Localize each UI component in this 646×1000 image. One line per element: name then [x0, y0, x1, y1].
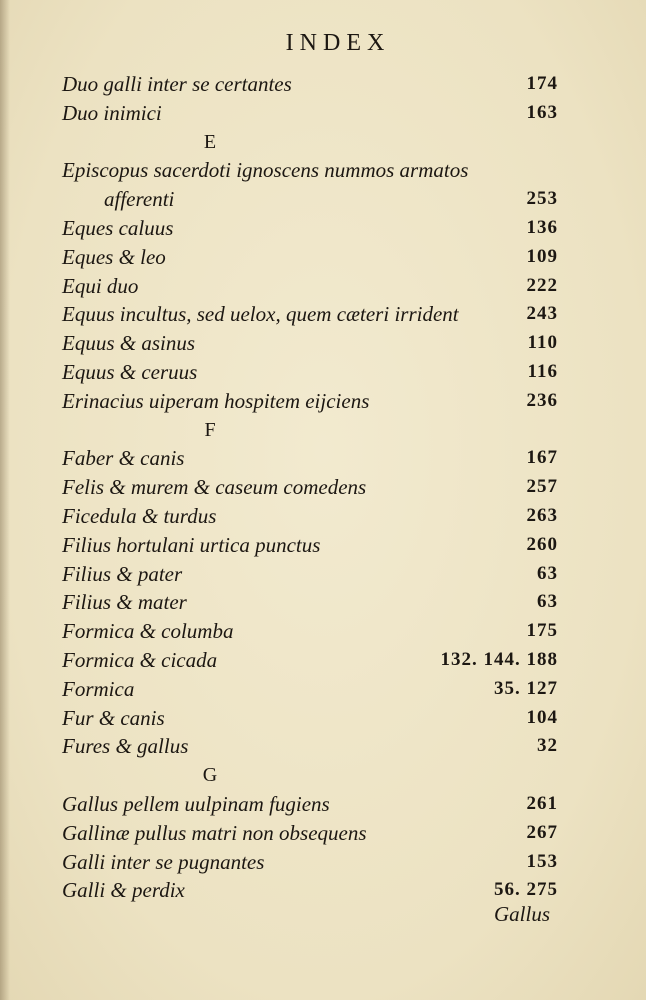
- index-entry: [0, 732, 646, 761]
- index-entry: [0, 473, 646, 502]
- entry-pages: 153: [526, 850, 558, 872]
- entry-text: Fures & gallus: [62, 734, 189, 759]
- entry-text: Duo inimici: [62, 100, 162, 125]
- index-entry: [0, 646, 646, 675]
- entry-text: Eques & leo: [62, 244, 166, 269]
- index-entries: [0, 70, 646, 905]
- entry-text: afferenti: [104, 187, 175, 212]
- index-entry: [0, 329, 646, 358]
- entry-text: Equus & asinus: [62, 331, 196, 356]
- entry-pages: 253: [526, 188, 558, 210]
- index-entry: [0, 560, 646, 589]
- entry-text: Filius hortulani urtica punctus: [62, 532, 321, 557]
- section-letter: [0, 128, 646, 157]
- index-entry: [0, 502, 646, 531]
- entry-text: Galli & perdix: [62, 878, 185, 903]
- entry-pages: 261: [526, 792, 558, 814]
- section-letter: [0, 761, 646, 790]
- entry-text: Fur & canis: [62, 705, 165, 730]
- entry-text: Episcopus sacerdoti ignoscens nummos armatos: [62, 158, 469, 183]
- entry-pages: 222: [526, 274, 558, 296]
- entry-text: Ficedula & turdus: [62, 503, 217, 528]
- entry-pages: 175: [526, 620, 558, 642]
- entry-text: Formica & columba: [62, 619, 234, 644]
- entry-pages: 236: [526, 389, 558, 411]
- index-entry: [0, 387, 646, 416]
- entry-pages: 267: [526, 821, 558, 843]
- entry-pages: 63: [537, 562, 558, 584]
- entry-pages: 32: [537, 735, 558, 757]
- index-entry: [0, 848, 646, 877]
- entry-pages: 136: [526, 216, 558, 238]
- running-head: INDEX: [285, 30, 391, 56]
- entry-text: Erinacius uiperam hospitem eijciens: [62, 388, 370, 413]
- entry-pages: 109: [526, 245, 558, 267]
- entry-text: Formica & cicada: [62, 647, 218, 672]
- index-entry: [0, 358, 646, 387]
- entry-text: Eques caluus: [62, 215, 174, 240]
- entry-pages: 35. 127: [494, 677, 558, 699]
- index-entry: [0, 819, 646, 848]
- entry-text: Duo galli inter se certantes: [62, 72, 292, 96]
- index-entry: [0, 531, 646, 560]
- entry-pages: 63: [537, 591, 558, 613]
- index-entry: [0, 675, 646, 704]
- entry-text: Galli inter se pugnantes: [62, 849, 265, 874]
- index-entry: [0, 214, 646, 243]
- entry-text: Gallus pellem uulpinam fugiens: [62, 791, 330, 816]
- index-entry: [0, 99, 646, 128]
- entry-text: Gallinæ pullus matri non obsequens: [62, 820, 367, 845]
- entry-text: Equus & ceruus: [62, 359, 198, 384]
- catchword: Gallus: [493, 902, 550, 926]
- entry-pages: 167: [526, 447, 558, 469]
- index-entry: [0, 588, 646, 617]
- entry-pages: 263: [526, 504, 558, 526]
- entry-text: Equus incultus, sed uelox, quem cæteri irrident: [62, 302, 459, 327]
- entry-text: Felis & murem & caseum comedens: [62, 475, 367, 500]
- entry-pages: 56. 275: [494, 879, 558, 901]
- entry-pages: 132. 144. 188: [440, 648, 558, 670]
- entry-pages: 163: [526, 101, 558, 123]
- index-entry-continuation: [0, 185, 646, 214]
- entry-pages: 116: [527, 360, 558, 382]
- entry-pages: 174: [526, 73, 558, 94]
- entry-text: Faber & canis: [62, 446, 185, 471]
- index-entry: [0, 444, 646, 473]
- section-letter-text: F: [204, 418, 216, 441]
- entry-text: Formica: [62, 676, 135, 701]
- index-entry: [0, 790, 646, 819]
- index-entry: [0, 617, 646, 646]
- section-letter-text: E: [203, 130, 217, 153]
- index-entry: [0, 876, 646, 905]
- entry-text: Filius & mater: [62, 590, 187, 615]
- index-entry: [0, 272, 646, 301]
- entry-pages: 104: [526, 706, 558, 728]
- entry-pages: 257: [526, 476, 558, 498]
- entry-pages: 260: [526, 533, 558, 555]
- index-entry: [0, 243, 646, 272]
- entry-text: Filius & pater: [62, 561, 183, 586]
- index-entry: [0, 704, 646, 733]
- index-entry: [0, 70, 646, 99]
- entry-pages: 243: [526, 303, 558, 325]
- entry-pages: 110: [527, 332, 558, 354]
- entry-text: Equi duo: [62, 273, 139, 298]
- section-letter: [0, 416, 646, 445]
- index-entry: [0, 156, 646, 185]
- index-entry: [0, 300, 646, 329]
- section-letter-text: G: [202, 764, 218, 787]
